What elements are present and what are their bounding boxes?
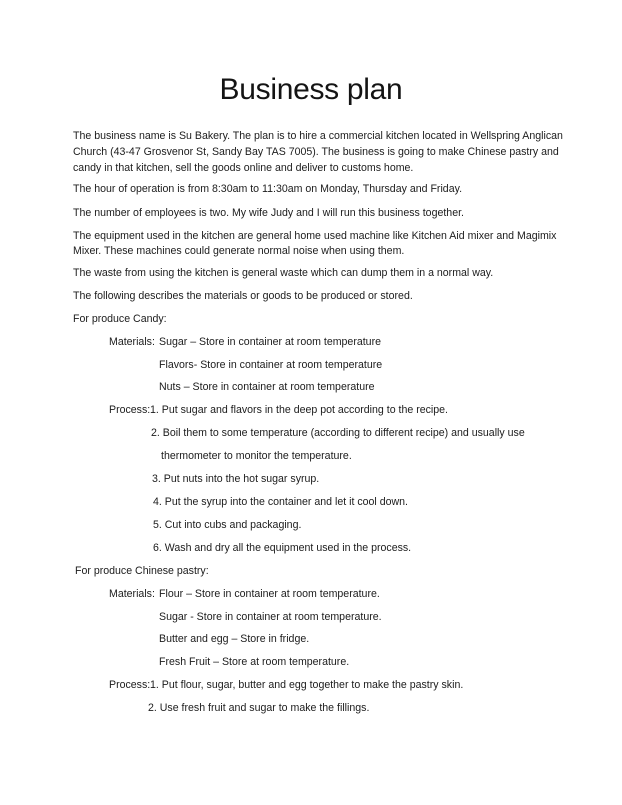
process-step-continuation: thermometer to monitor the temperature. — [161, 450, 352, 462]
process-label: Process: — [109, 679, 151, 691]
material-item: Butter and egg – Store in fridge. — [159, 633, 310, 645]
document-title: Business plan — [219, 73, 403, 106]
process-label: Process: — [109, 404, 151, 416]
section-heading: For produce Candy: — [73, 313, 167, 325]
text-line: Mixer. These machines could generate normal noise when using them. — [73, 245, 405, 257]
section-heading: For produce Chinese pastry: — [75, 565, 209, 577]
paragraph-hours: The hour of operation is from 8:30am to 11:30am on Monday, Thursday and Friday. — [73, 183, 463, 195]
process-step: 2. Boil them to some temperature (according to different recipe) and usually use — [151, 427, 525, 439]
material-item: Flavors- Store in container at room temperature — [159, 359, 383, 371]
process-step: 4. Put the syrup into the container and let it cool down. — [153, 496, 408, 508]
process-step: 3. Put nuts into the hot sugar syrup. — [152, 473, 320, 485]
paragraph-employees: The number of employees is two. My wife Judy and I will run this business together. — [73, 207, 464, 219]
text-line: The business name is Su Bakery. The plan is to hire a commercial kitchen located in Wellspring Anglican — [73, 130, 563, 142]
paragraph-waste: The waste from using the kitchen is general waste which can dump them in a normal way. — [73, 267, 494, 279]
material-item: Nuts – Store in container at room temperature — [159, 381, 375, 393]
text-line: Church (43-47 Grosvenor St, Sandy Bay TAS 7005). The business is going to make Chinese pastry and — [73, 146, 559, 158]
materials-label: Materials: — [109, 336, 155, 348]
materials-label: Materials: — [109, 588, 155, 600]
process-step: 1. Put sugar and flavors in the deep pot according to the recipe. — [150, 404, 448, 416]
process-step: 2. Use fresh fruit and sugar to make the fillings. — [148, 702, 370, 714]
process-step: 6. Wash and dry all the equipment used in the process. — [153, 542, 412, 554]
material-item: Sugar - Store in container at room temperature. — [159, 611, 382, 623]
process-step: 5. Cut into cubs and packaging. — [153, 519, 302, 531]
material-item: Sugar – Store in container at room temperature — [159, 336, 381, 348]
paragraph-materials-intro: The following describes the materials or goods to be produced or stored. — [73, 290, 413, 302]
process-step: 1. Put flour, sugar, butter and egg together to make the pastry skin. — [150, 679, 464, 691]
text-line: candy in that kitchen, sell the goods online and deliver to customs home. — [73, 162, 414, 174]
material-item: Flour – Store in container at room temperature. — [159, 588, 380, 600]
text-line: The equipment used in the kitchen are general home used machine like Kitchen Aid mixer and Magimix — [73, 230, 557, 242]
material-item: Fresh Fruit – Store at room temperature. — [159, 656, 350, 668]
